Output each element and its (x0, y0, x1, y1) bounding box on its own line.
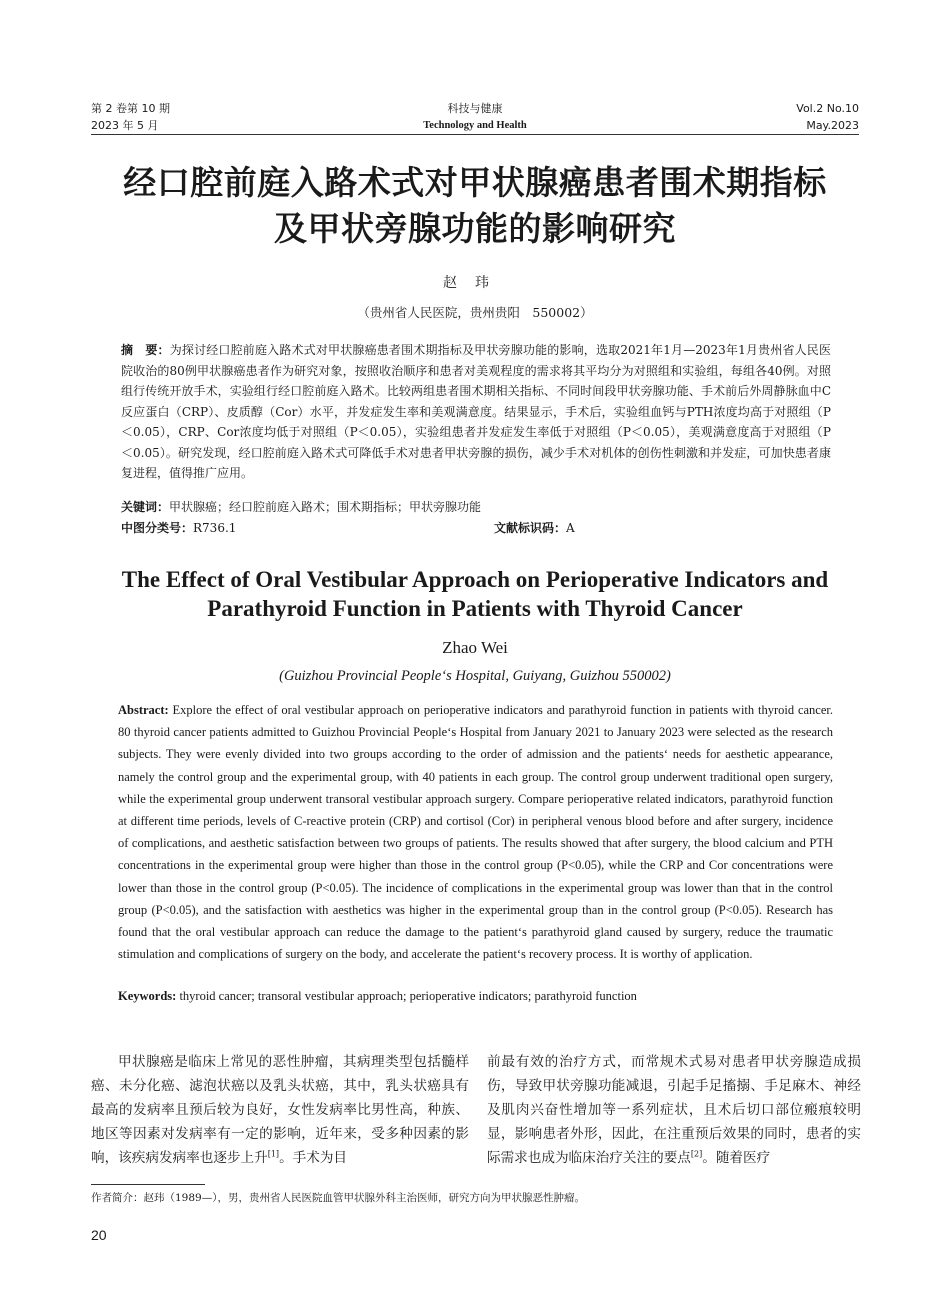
volume-issue-en: Vol.2 No.10 (796, 102, 859, 115)
english-title-line-2: Parathyroid Function in Patients with Thyroid Cancer (207, 596, 743, 621)
citation-ref: [1] (267, 1149, 280, 1159)
chinese-keywords (121, 497, 481, 517)
english-keywords-label: Keywords: (118, 989, 177, 1003)
chinese-title-line-1: 经口腔前庭入路术式对甲状腺癌患者围术期指标 (123, 163, 827, 202)
chinese-keywords-text: 甲状腺癌；经口腔前庭入路术；围术期指标；甲状旁腺功能 (169, 500, 482, 514)
chinese-abstract-text: 为探讨经口腔前庭入路术式对甲状腺癌患者围术期指标及甲状旁腺功能的影响，选取2021年1月—2023年1月贵州省人民医院收治的80例甲状腺癌患者作为研究对象，按照收治顺序和患者对美观程度的需求将其平均分为对照组和实验组，每组各40例。对照组行传统开放手术，实验组行经口腔前庭入路术。比较两组患者围术期相关指标、不同时间段甲状旁腺功能、手术前后外周静脉血中C反应蛋白（CRP）、皮质醇（Cor）水平，并发症发生率和美观满意度。结果显示，手术后，实验组血钙与PTH浓度均高于对照组（P＜0.05），CRP、Cor浓度均低于对照组（P＜0.05），实验组患者并发症发生率低于对照组（P＜0.05），美观满意度高于对照组（P＜0.05）。研究发现，经口腔前庭入路术式可降低手术对患者甲状旁腺的损伤，减少手术对机体的创伤性刺激和并发症，可加快患者康复进程，值得推广应用。 (121, 343, 831, 480)
document-code (494, 519, 575, 536)
document-code-label: 文献标识码： (494, 521, 567, 535)
body-column-left (91, 1050, 469, 1170)
chinese-title (0, 160, 950, 252)
document-code-value: A (566, 521, 575, 535)
chinese-abstract-label: 摘 要： (121, 343, 170, 357)
body-right-text: 前最有效的治疗方式，而常规术式易对患者甲状旁腺造成损伤，导致甲状旁腺功能减退，引起手足搐搦、手足麻木、神经及肌肉兴奋性增加等一系列症状，且术后切口部位瘢痕较明显，影响患者外形，因此，在注重预后效果的同时，患者的实际需求也成为临床治疗关注的要点 (487, 1054, 861, 1166)
journal-volume-info-en (796, 100, 859, 134)
author-footnote: 作者简介：赵玮（1989—），男，贵州省人民医院血管甲状腺外科主治医师，研究方向为甲状腺恶性肿瘤。 (91, 1192, 585, 1204)
journal-name-cn: 科技与健康 (447, 102, 503, 115)
classification-number (121, 519, 236, 536)
english-keywords (118, 989, 637, 1004)
publication-date: 2023 年 5 月 (91, 119, 159, 132)
chinese-abstract (121, 340, 831, 484)
chinese-title-line-2: 及甲状旁腺功能的影响研究 (274, 209, 676, 248)
english-author: Zhao Wei (442, 638, 508, 657)
volume-issue: 第 2 卷第 10 期 (91, 102, 170, 115)
english-abstract-text: Explore the effect of oral vestibular approach on perioperative indicators and parathyroid function in patients with thyroid cancer. 80 thyroid cancer patients admitted to Guizhou Provincial People‘s Hospital from January 2021 to January 2023 were selected as the research subjects. They were evenly divided into two groups according to the order of admission and the patients‘ needs for aesthetic appearance, namely the control group and the experimental group, with 40 patients in each group. The control group underwent traditional open surgery, while the experimental group underwent transoral vestibular approach surgery. Compare perioperative related indicators, parathyroid function at different time periods, levels of C-reactive protein (CRP) and cortisol (Cor) in peripheral venous blood before and after surgery, incidence of complications, and aesthetic satisfaction between two groups of patients. The results showed that after surgery, the blood calcium and PTH concentrations in the experimental group were higher than those in the control group (P<0.05), while the CRP and Cor concentrations were lower than those in the control group (P<0.05). The incidence of complications in the experimental group was lower than that in the control group (P<0.05), and the satisfaction with aesthetics was higher in the experimental group than in the control group (P<0.05). Research has found that the oral vestibular approach can reduce the damage to the patient‘s parathyroid gland caused by surgery, reduce the traumatic stimulation and complications of surgery on the body, and accelerate the patient‘s recovery process. It is worthy of application. (118, 703, 833, 962)
english-title-line-1: The Effect of Oral Vestibular Approach on Perioperative Indicators and (121, 567, 829, 592)
body-column-right (487, 1050, 861, 1170)
english-abstract-label: Abstract: (118, 703, 169, 717)
classification-value: R736.1 (193, 521, 237, 535)
english-keywords-text: thyroid cancer; transoral vestibular approach; perioperative indicators; parathyroid function (176, 989, 637, 1003)
chinese-author: 赵玮 (443, 275, 507, 291)
english-affiliation: (Guizhou Provincial People‘s Hospital, Guiyang, Guizhou 550002) (279, 668, 671, 684)
body-left-tail: 。手术为目 (279, 1150, 348, 1166)
page-number: 20 (91, 1227, 107, 1243)
chinese-keywords-label: 关键词： (121, 500, 170, 514)
classification-label: 中图分类号： (121, 521, 194, 535)
english-abstract (118, 699, 833, 965)
footnote-rule (91, 1184, 205, 1185)
publication-date-en: May.2023 (806, 119, 859, 132)
journal-name-en: Technology and Health (423, 120, 527, 131)
body-right-tail: 。随着医疗 (702, 1150, 771, 1166)
chinese-affiliation: （贵州省人民医院，贵州贵阳 550002） (357, 305, 593, 320)
english-title (0, 565, 950, 623)
header-rule (91, 134, 859, 135)
body-left-text: 甲状腺癌是临床上常见的恶性肿瘤，其病理类型包括髓样癌、未分化癌、滤泡状癌以及乳头状癌，其中，乳头状癌具有最高的发病率且预后较为良好，女性发病率比男性高，种族、地区等因素对发病率有一定的影响，近年来，受多种因素的影响，该疾病发病率也逐步上升 (91, 1054, 469, 1166)
citation-ref: [2] (690, 1149, 703, 1159)
